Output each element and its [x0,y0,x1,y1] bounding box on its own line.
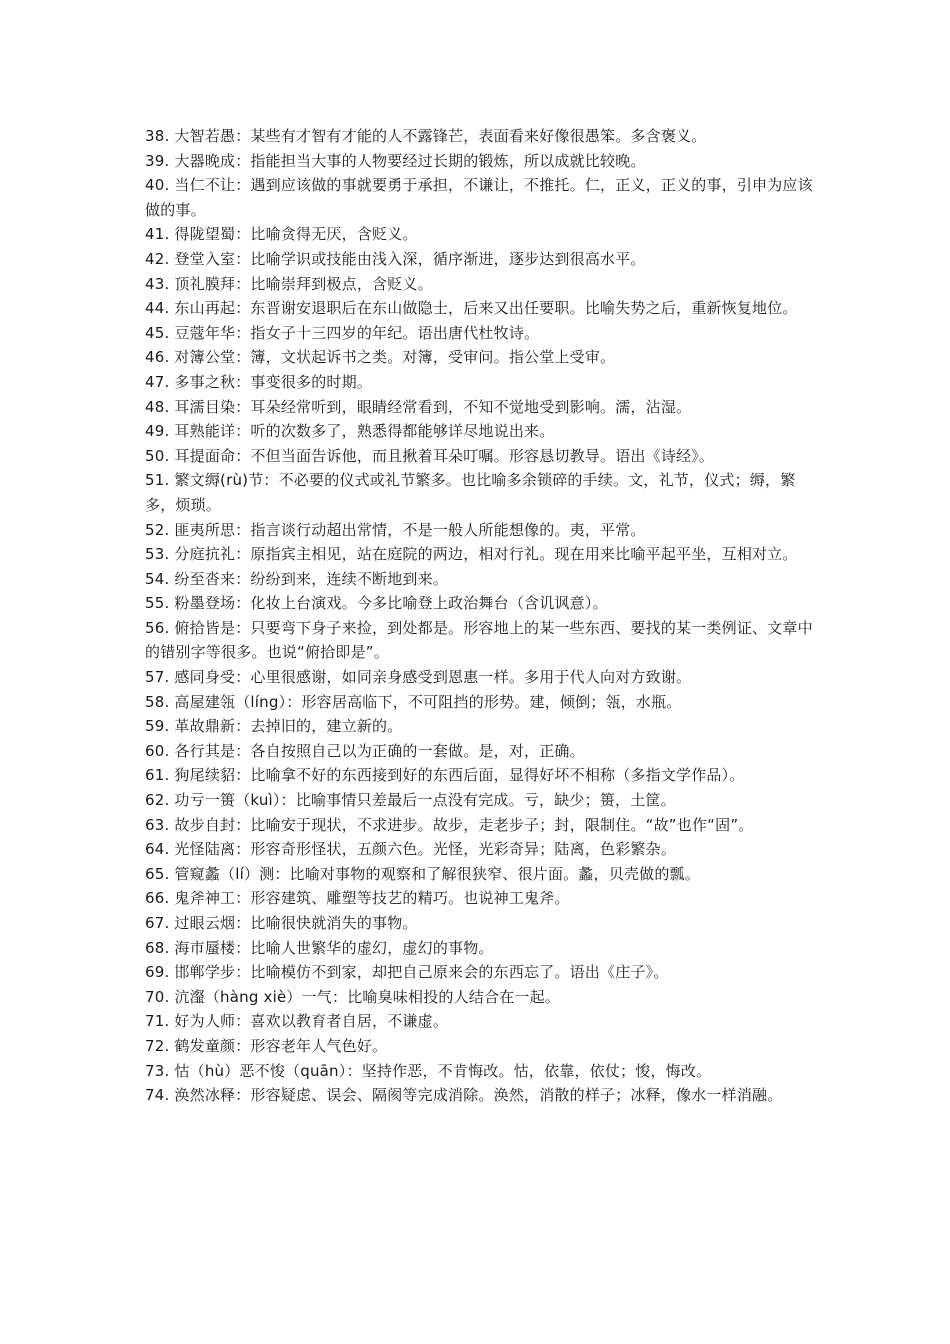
list-item: 63. 故步自封：比喻安于现状，不求进步。故步，走老步子；封，限制住。“故”也作“固”。 [145,815,754,834]
list-item: 53. 分庭抗礼：原指宾主相见，站在庭院的两边，相对行礼。现在用来比喻平起平坐，互相对立。 [145,545,798,564]
list-item: 50. 耳提面命：不但当面告诉他，而且揪着耳朵叮嘱。形容恳切教导。语出《诗经》。 [145,446,715,465]
list-item: 48. 耳濡目染：耳朵经常听到，眼睛经常看到，不知不觉地受到影响。濡，沾湿。 [145,397,692,416]
list-item: 70. 沆瀣（hàng xiè）一气：比喻臭味相投的人结合在一起。 [145,987,560,1006]
list-item: 64. 光怪陆离：形容奇形怪状，五颜六色。光怪，光彩奇异；陆离，色彩繁杂。 [145,840,677,859]
idiom-list [145,124,820,1108]
list-item: 73. 怙（hù）恶不悛（quān）：坚持作恶，不肯悔改。怙，依靠，依仗；悛，悔改。 [145,1061,712,1080]
list-item: 45. 豆蔻年华：指女子十三四岁的年纪。语出唐代杜牧诗。 [145,323,540,342]
list-item: 44. 东山再起：东晋谢安退职后在东山做隐士，后来又出任要职。比喻失势之后，重新恢复地位。 [145,299,798,318]
list-item: 59. 革故鼎新：去掉旧的，建立新的。 [145,717,403,736]
list-item: 55. 粉墨登场：化妆上台演戏。今多比喻登上政治舞台（含讥讽意）。 [145,594,608,613]
list-item: 43. 顶礼膜拜：比喻崇拜到极点，含贬义。 [145,274,433,293]
list-item: 39. 大器晚成：指能担当大事的人物要经过长期的锻炼，所以成就比较晚。 [145,151,646,170]
list-item: 38. 大智若愚：某些有才智有才能的人不露锋芒，表面看来好像很愚笨。多含褒义。 [145,127,707,145]
list-item: 41. 得陇望蜀：比喻贪得无厌，含贬义。 [145,225,418,244]
list-item: 66. 鬼斧神工：形容建筑、雕塑等技艺的精巧。也说神工鬼斧。 [145,889,570,908]
list-item: 57. 感同身受：心里很感谢，如同亲身感受到恩惠一样。多用于代人向对方致谢。 [145,668,692,687]
list-item: 68. 海市蜃楼：比喻人世繁华的虚幻，虚幻的事物。 [145,938,494,957]
list-item: 47. 多事之秋：事变很多的时期。 [145,372,373,391]
list-item: 46. 对簿公堂：簿，文状起诉书之类。对簿，受审问。指公堂上受审。 [145,348,616,367]
list-item: 51. 繁文缛(rù)节：不必要的仪式或礼节繁多。也比喻多余锁碎的手续。文，礼节，仪式；缛，繁多，烦琐。 [145,471,796,514]
list-item: 58. 高屋建瓴（líng）：形容居高临下，不可阻挡的形势。建，倾倒；瓴，水瓶。 [145,692,682,711]
list-item: 72. 鹤发童颜：形容老年人气色好。 [145,1036,388,1055]
list-item: 40. 当仁不让：遇到应该做的事就要勇于承担，不谦让，不推托。仁，正义，正义的事，引申为应该做的事。 [145,176,813,219]
list-item: 62. 功亏一篑（kuì）：比喻事情只差最后一点没有完成。亏，缺少；篑，土筐。 [145,791,676,810]
list-item: 60. 各行其是：各自按照自己以为正确的一套做。是，对，正确。 [145,741,585,760]
list-item: 56. 俯拾皆是：只要弯下身子来捡，到处都是。形容地上的某一些东西、要找的某一类例证、文章中的错别字等很多。也说“俯拾即是”。 [145,618,813,662]
list-item: 71. 好为人师：喜欢以教育者自居，不谦虚。 [145,1012,449,1031]
list-item: 65. 管窥蠡（lí）测：比喻对事物的观察和了解很狭窄、很片面。蠡，贝壳做的瓢。 [145,864,700,883]
list-item: 61. 狗尾续貂：比喻拿不好的东西接到好的东西后面，显得好坏不相称（多指文学作品）。 [145,766,745,785]
list-item: 42. 登堂入室：比喻学识或技能由浅入深，循序渐进，逐步达到很高水平。 [145,249,646,268]
list-item: 54. 纷至沓来：纷纷到来，连续不断地到来。 [145,569,449,588]
list-item: 67. 过眼云烟：比喻很快就消失的事物。 [145,914,418,932]
list-item: 74. 涣然冰释：形容疑虑、误会、隔阂等完成消除。涣然，消散的样子；冰释，像水一样消融。 [145,1086,783,1105]
list-item: 52. 匪夷所思：指言谈行动超出常情，不是一般人所能想像的。夷，平常。 [145,520,646,539]
list-item: 69. 邯郸学步：比喻模仿不到家，却把自己原来会的东西忘了。语出《庄子》。 [145,963,669,982]
list-item: 49. 耳熟能详：听的次数多了，熟悉得都能够详尽地说出来。 [145,422,555,441]
